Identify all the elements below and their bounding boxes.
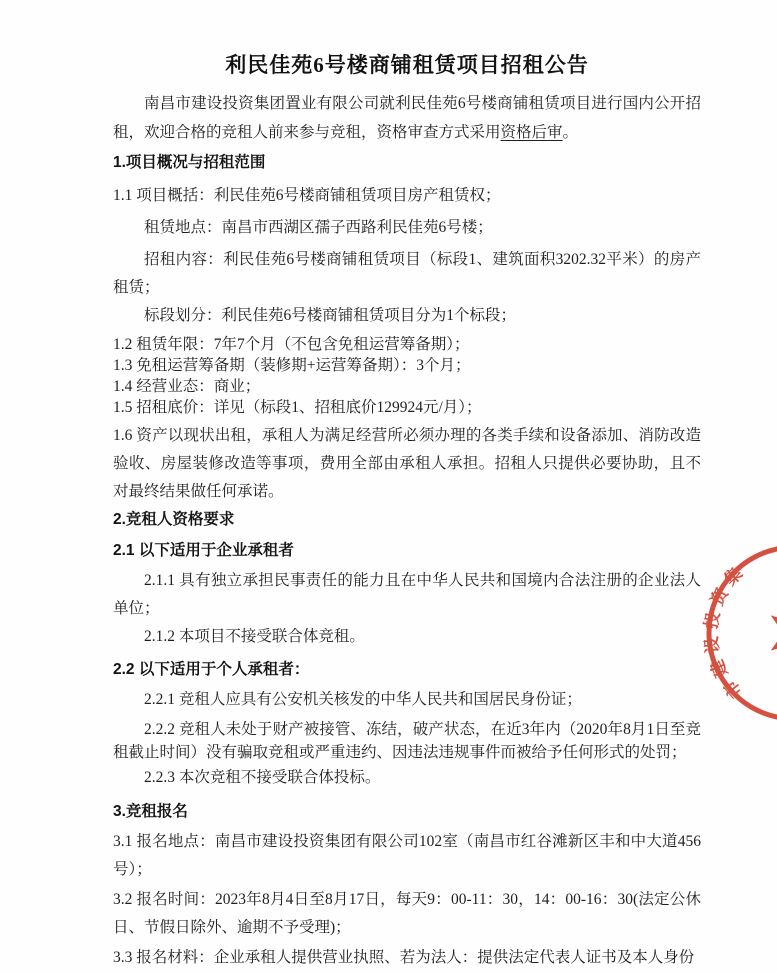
doc-paragraph <box>113 766 701 789</box>
text-run: 1.项目概况与招租范围 <box>113 154 266 171</box>
text-run: 3.2 报名时间：2023年8月4日至8月17日，每天9：00-11：30，14：00-16：30(法定公休日、节假日除外、逾期不予受理)； <box>113 891 701 936</box>
doc-paragraph <box>113 89 701 147</box>
document-body <box>113 89 701 972</box>
text-run: 3.竞租报名 <box>113 803 188 820</box>
document-content <box>113 52 701 972</box>
doc-paragraph <box>113 422 701 506</box>
doc-paragraph <box>113 828 701 884</box>
text-run: 2.1.1 具有独立承担民事责任的能力且在中华人民共和国境内合法注册的企业法人单位； <box>113 572 701 617</box>
text-run: 3.1 报名地点：南昌市建设投资集团有限公司102室（南昌市红谷滩新区丰和中大道456号）； <box>113 833 701 878</box>
doc-paragraph <box>113 718 701 764</box>
text-run: 1.3 免租运营筹备期（装修期+运营筹备期）：3个月； <box>113 357 471 374</box>
text-run: 招租内容：利民佳苑6号楼商铺租赁项目（标段1、建筑面积3202.32平米）的房产租赁； <box>113 251 701 296</box>
text-run: 2.1 以下适用于企业承租者 <box>113 542 294 559</box>
doc-paragraph <box>113 944 701 972</box>
doc-paragraph <box>113 214 701 242</box>
doc-paragraph <box>113 686 701 714</box>
seal-star-icon <box>760 596 777 665</box>
doc-paragraph <box>113 886 701 942</box>
text-run: 2.2 以下适用于个人承租者： <box>113 661 310 678</box>
text-run: 1.1 项目概括：利民佳苑6号楼商铺租赁项目房产租赁权； <box>113 187 501 204</box>
doc-paragraph <box>113 397 701 418</box>
text-run: 1.2 租赁年限：7年7个月（不包含免租运营筹备期）； <box>113 336 470 353</box>
underlined-text: 资格后审 <box>500 124 563 141</box>
doc-paragraph <box>113 376 701 397</box>
section-heading <box>113 800 701 824</box>
text-run: 2.竞租人资格要求 <box>113 511 235 528</box>
company-seal <box>680 518 777 748</box>
text-run: 2.2.3 本次竞租不接受联合体投标。 <box>144 769 381 786</box>
text-run: 租赁地点：南昌市西湖区孺子西路利民佳苑6号楼； <box>144 219 493 236</box>
section-heading <box>113 508 701 532</box>
section-heading <box>113 658 701 682</box>
doc-title: 利民佳苑6号楼商铺租赁项目招租公告 <box>225 53 589 77</box>
text-run: 1.4 经营业态：商业； <box>113 378 261 395</box>
text-run: 2.1.2 本项目不接受联合体竞租。 <box>144 628 365 645</box>
text-run: 2.2.2 竞租人未处于财产被接管、冻结，破产状态，在近3年内（2020年8月1日至竞租截止时间）没有骗取竞租或严重违约、因违法违规事件而被给予任何形式的处罚； <box>113 721 701 761</box>
section-heading <box>113 151 701 175</box>
text-run: 3.3 报名材料：企业承租人提供营业执照、若为法人：提供法定代表人证书及本人身份 <box>113 949 695 966</box>
svg-text:市建设投资集 <box>680 554 777 706</box>
doc-paragraph <box>113 302 701 330</box>
seal-arc-text: 市建设投资集 <box>701 559 751 702</box>
doc-paragraph <box>113 623 701 651</box>
text-run: 1.5 招租底价：详见（标段1、招租底价129924元/月）； <box>113 399 482 416</box>
text-run: 2.2.1 竞租人应具有公安机关核发的中华人民共和国居民身份证； <box>144 691 582 708</box>
doc-paragraph <box>113 355 701 376</box>
text-run: 1.6 资产以现状出租，承租人为满足经营所必须办理的各类手续和设备添加、消防改造验收、房屋装修改造等事项，费用全部由承租人承担。招租人只提供必要协助，且不对最终结果做任何承诺。 <box>113 427 701 500</box>
doc-paragraph <box>113 246 701 302</box>
doc-paragraph <box>113 567 701 623</box>
text-run: 标段划分：利民佳苑6号楼商铺租赁项目分为1个标段； <box>144 307 517 324</box>
doc-paragraph <box>113 182 701 210</box>
doc-paragraph <box>113 334 701 355</box>
text-run: 南昌市建设投资集团置业有限公司就利民佳苑6号楼商铺租赁项目进行国内公开招租，欢迎合格的竞租人前来参与竞租，资格审查方式采用 <box>113 95 701 141</box>
seal-ring <box>687 525 777 742</box>
text-run: 。 <box>562 124 579 141</box>
section-heading <box>113 539 701 563</box>
